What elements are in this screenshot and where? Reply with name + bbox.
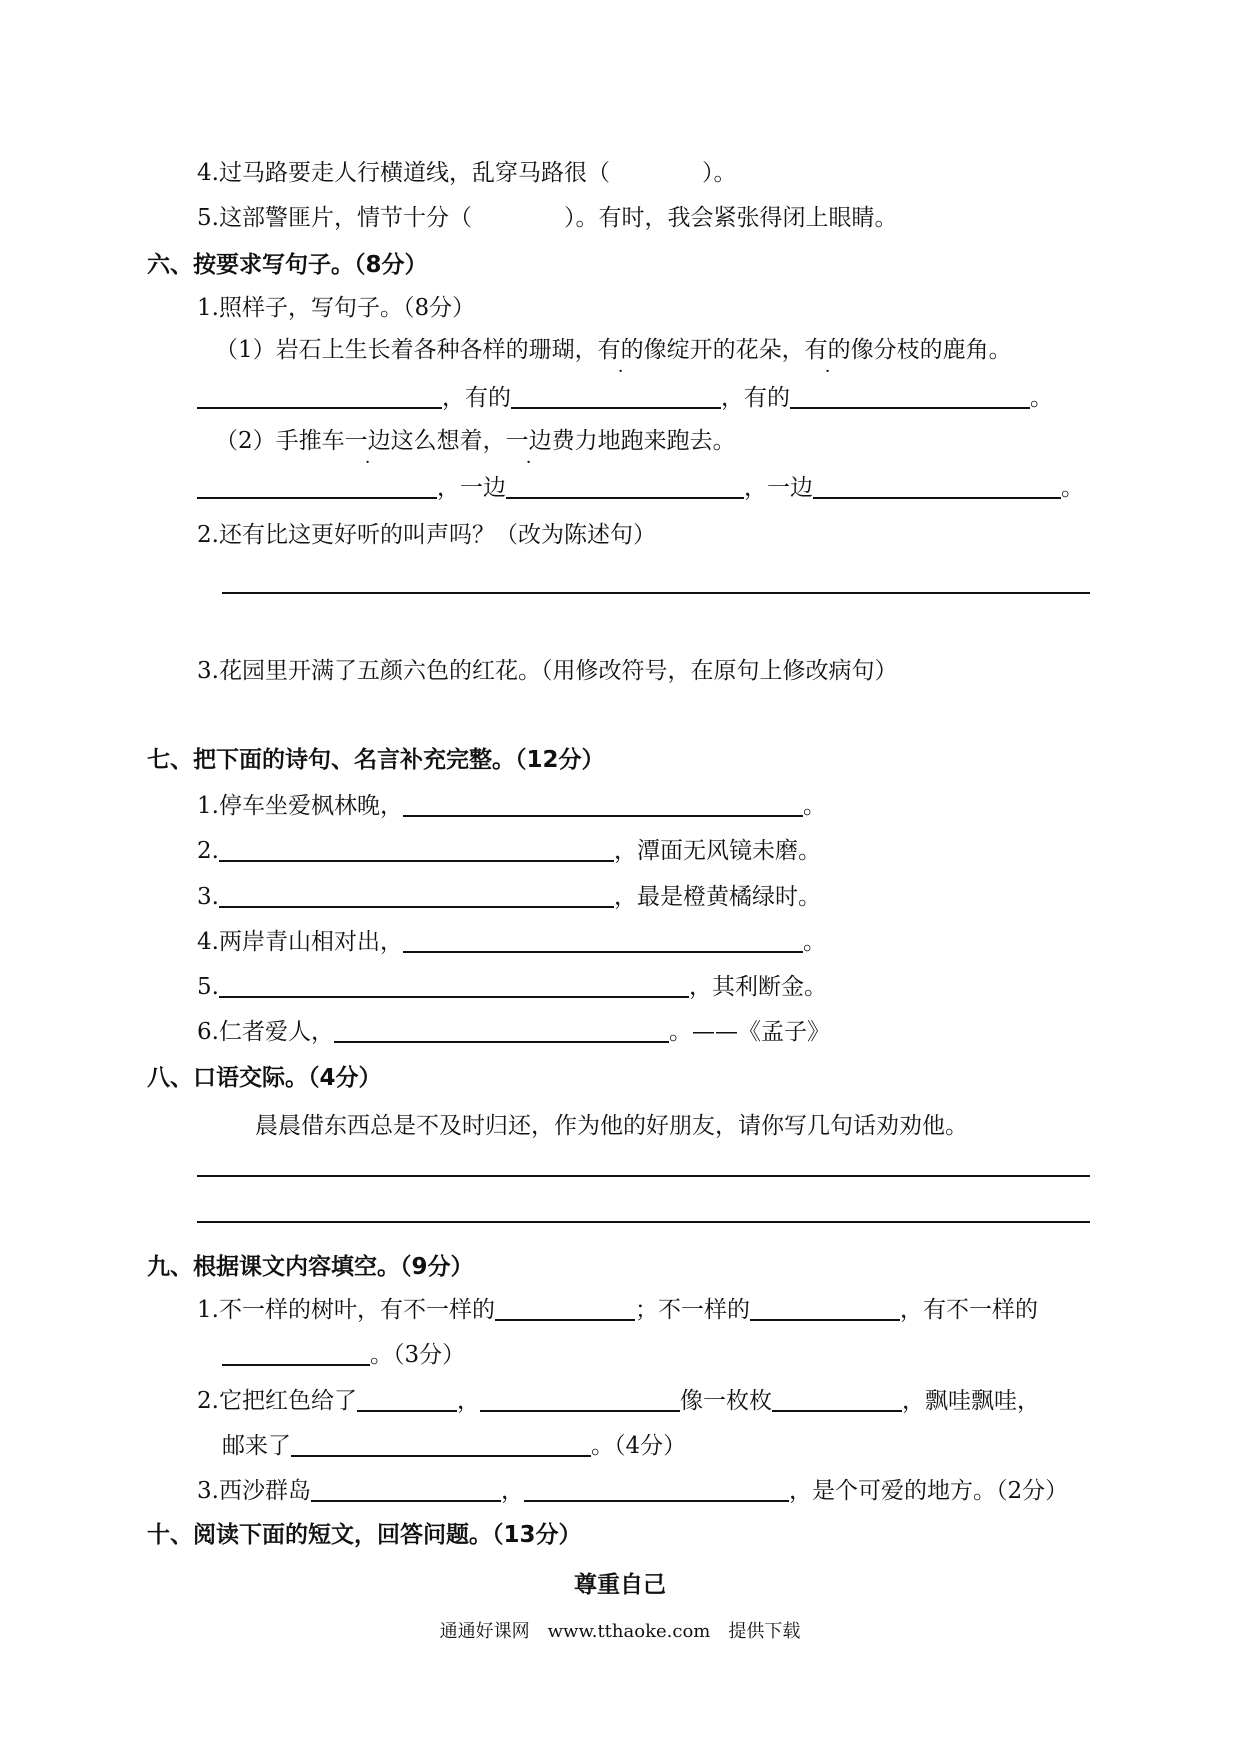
question-6-1: 1.照样子，写句子。（8分） — [197, 295, 476, 321]
section-8-prompt: 晨晨借东西总是不及时归还，作为他的好朋友，请你写几句话劝劝他。 — [255, 1113, 968, 1139]
blank[interactable] — [197, 385, 442, 409]
section-7-heading: 七、把下面的诗句、名言补充完整。（12分） — [147, 747, 605, 773]
blank[interactable] — [219, 974, 689, 998]
blank[interactable] — [291, 1433, 591, 1457]
example-sentence-1: （1）岩石上生长着各种各样的珊瑚，有的像绽开的花朵，有的像分枝的鹿角。 — [215, 337, 1012, 363]
question-5-4: 4.过马路要走人行横道线，乱穿马路很（ ）。 — [197, 160, 737, 186]
blank[interactable] — [813, 475, 1061, 499]
blank[interactable] — [750, 1297, 900, 1321]
question-9-2: 2.它把红色给了 ， 像一枚枚 ，飘哇飘哇， — [197, 1388, 1040, 1414]
blank[interactable] — [219, 838, 614, 862]
poem-line-3: 3. ，最是橙黄橘绿时。 — [197, 884, 821, 910]
answer-line-6-1-1: ，有的 ，有的 。 — [197, 383, 1053, 413]
answer-line-8-2[interactable] — [197, 1221, 1090, 1223]
question-6-3: 3.花园里开满了五颜六色的红花。（用修改符号，在原句上修改病句） — [197, 658, 898, 684]
example-sentence-2: （2）手推车一边这么想着，一边费力地跑来跑去。 — [215, 428, 736, 454]
section-8-heading: 八、口语交际。（4分） — [147, 1065, 382, 1091]
blank[interactable] — [790, 385, 1030, 409]
question-9-1: 1.不一样的树叶，有不一样的 ；不一样的 ，有不一样的 — [197, 1297, 1038, 1323]
blank[interactable] — [506, 475, 744, 499]
question-9-3: 3.西沙群岛 ， ，是个可爱的地方。（2分） — [197, 1478, 1069, 1504]
poem-line-2: 2. ，潭面无风镜未磨。 — [197, 838, 821, 864]
blank[interactable] — [334, 1019, 669, 1043]
question-6-2: 2.还有比这更好听的叫声吗？（改为陈述句） — [197, 522, 656, 548]
page-footer: 通通好课网 www.tthaoke.com 提供下载 — [439, 1621, 801, 1642]
passage-title: 尊重自己 — [574, 1572, 666, 1598]
question-9-1-cont: 。（3分） — [222, 1340, 465, 1370]
blank[interactable] — [403, 793, 803, 817]
blank[interactable] — [511, 385, 721, 409]
blank[interactable] — [524, 1478, 789, 1502]
blank[interactable] — [403, 929, 803, 953]
question-5-5: 5.这部警匪片，情节十分（ ）。有时，我会紧张得闭上眼睛。 — [197, 205, 898, 231]
section-6-heading: 六、按要求写句子。（8分） — [147, 252, 428, 278]
blank[interactable] — [197, 475, 437, 499]
answer-line-6-2[interactable] — [222, 592, 1090, 594]
blank[interactable] — [357, 1388, 457, 1412]
poem-line-4: 4.两岸青山相对出， 。 — [197, 929, 826, 955]
poem-line-1: 1.停车坐爱枫林晚， 。 — [197, 793, 826, 819]
blank[interactable] — [480, 1388, 680, 1412]
question-9-2-cont: 邮来了 。（4分） — [222, 1433, 687, 1459]
blank[interactable] — [219, 884, 614, 908]
blank[interactable] — [222, 1342, 370, 1366]
answer-line-8-1[interactable] — [197, 1175, 1090, 1177]
blank[interactable] — [772, 1388, 902, 1412]
answer-line-6-1-2: ，一边 ，一边 。 — [197, 473, 1084, 503]
poem-line-6: 6.仁者爱人， 。——《孟子》 — [197, 1019, 830, 1045]
poem-line-5: 5. ，其利断金。 — [197, 974, 827, 1000]
blank[interactable] — [495, 1297, 635, 1321]
section-10-heading: 十、阅读下面的短文，回答问题。（13分） — [147, 1522, 582, 1548]
blank[interactable] — [311, 1478, 501, 1502]
section-9-heading: 九、根据课文内容填空。（9分） — [147, 1254, 474, 1280]
